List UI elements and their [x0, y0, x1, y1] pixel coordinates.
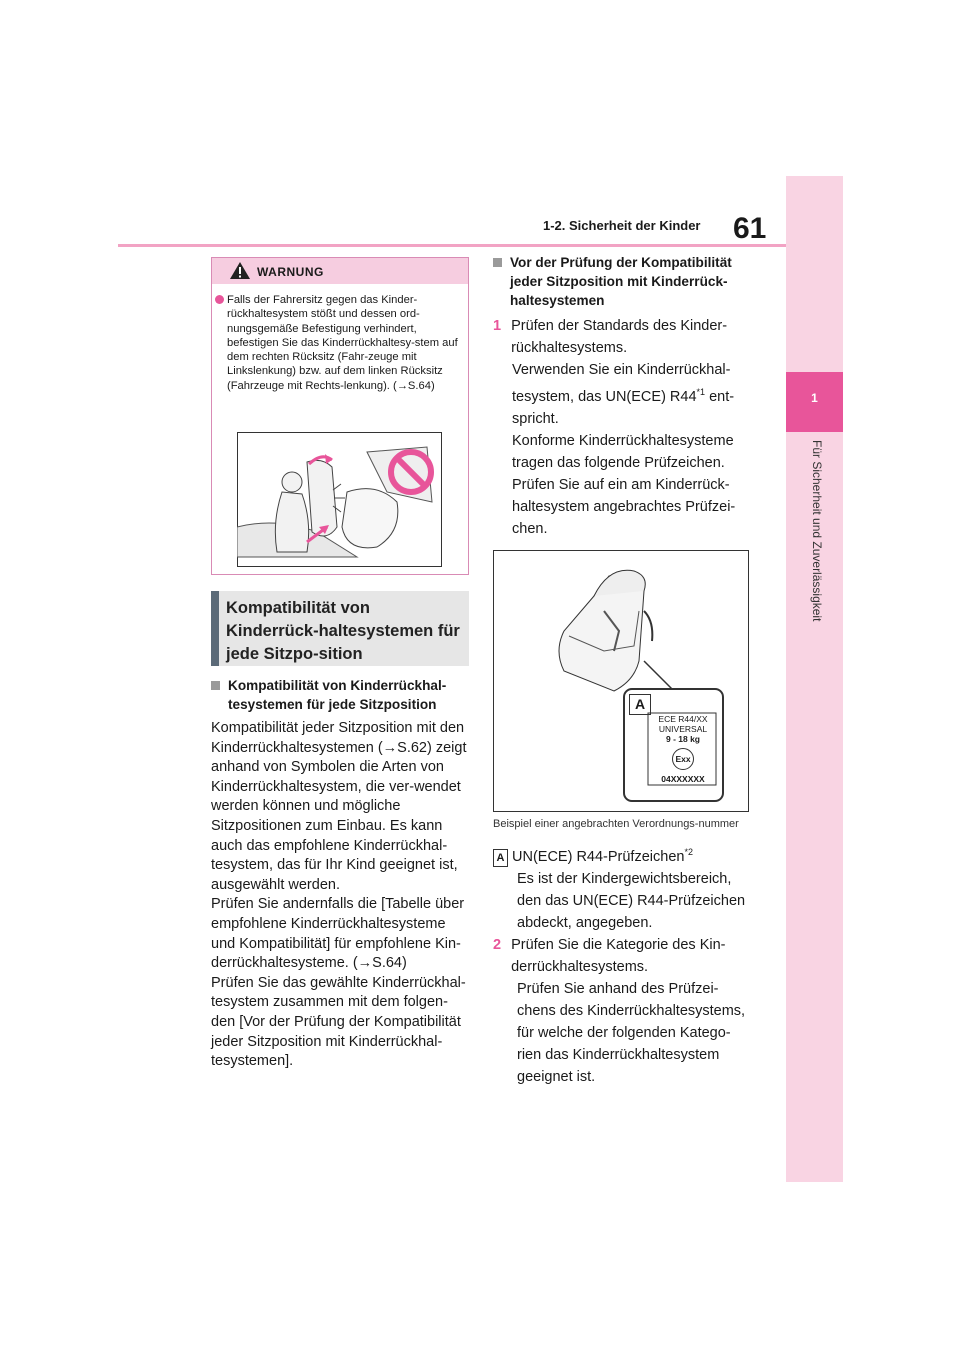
right-column-top [493, 253, 751, 540]
right-column-bottom [493, 818, 751, 1088]
step-2-title: Prüfen Sie die Kategorie des Kin-derrückhaltesystems. [511, 936, 726, 975]
left-subheading: Kompatibilität von Kinderrückhal-tesystemen für jede Sitzposition [228, 678, 447, 712]
section-heading: Kompatibilität von Kinderrück-haltesystemen für jede Sitzpo-sition [226, 599, 460, 663]
step-2-desc: Prüfen Sie anhand des Prüfzei-chens des Kinderrückhaltesystems, für welche der folgenden Katego-rien das Kinderrückhaltesystem geeignet ist. [517, 980, 746, 1085]
right-subheading-row [493, 253, 751, 310]
footnote-ref-2[interactable]: *2 [684, 847, 693, 857]
legend-a [493, 841, 751, 868]
footnote-ref-1[interactable]: *1 [696, 387, 706, 397]
page-number: 61 [733, 212, 767, 245]
label-line-1: ECE R44/XX [658, 714, 708, 724]
left-subheading-row [211, 676, 469, 714]
chapter-number: 1 [811, 391, 818, 405]
step-1-title: Prüfen der Standards des Kinder-rückhaltesystems. [511, 318, 728, 356]
left-column [211, 676, 469, 1072]
figure-caption: Beispiel einer angebrachten Verordnungs-nummer [493, 818, 739, 830]
right-subheading: Vor der Prüfung der Kompatibilität jeder Sitzposition mit Kinderrück-haltesystemen [510, 255, 732, 308]
step-2 [493, 934, 751, 978]
label-number: 04XXXXXX [661, 774, 705, 784]
seat-conflict-illustration [237, 432, 442, 567]
legend-a-desc: Es ist der Kindergewichtsbereich, den das UN(ECE) R44-Prüfzeichen abdeckt, angegeben. [517, 870, 746, 931]
warning-triangle-icon [229, 261, 251, 280]
section-title: 1-2. Sicherheit der Kinder [543, 218, 701, 233]
warning-title: WARNUNG [257, 265, 324, 279]
step-2-number: 2 [493, 936, 502, 953]
legend-a-text: UN(ECE) R44-Prüfzeichen [512, 848, 685, 865]
approval-label-text [649, 714, 717, 784]
step-1-number: 1 [493, 318, 502, 334]
figure-callout-a: A [629, 694, 651, 715]
section-heading-bar [211, 591, 219, 666]
step-1-standard-text: Verwenden Sie ein Kinderrückhal-tesystem, das UN(ECE) R44 [512, 362, 731, 405]
left-paragraph-2: Prüfen Sie andernfalls die [Tabelle über empfohlene Kinderrückhaltesysteme und Kompatibilität] für empfohlene Kin-derrückhaltesysteme. (→S.64) [211, 896, 465, 972]
step-1-body [493, 359, 751, 540]
label-line-3: 9 - 18 kg [665, 734, 701, 744]
step-1-standard-text-end: ent-spricht. [512, 388, 735, 427]
step-1 [493, 315, 751, 359]
header-rule [118, 244, 786, 247]
square-bullet-icon [493, 258, 502, 267]
chapter-label: Für Sicherheit und Zuverlässigkeit [810, 440, 824, 622]
warning-text: Falls der Fahrersitz gegen das Kinder-rückhaltesystem stößt und dessen ord-nungsgemäße Befestigung verhindert, befestigen Sie das Kinderrückhaltesy-stem auf dem rechten Rücksitz (Fahr-zeuge mit Linkslenkung) bzw. auf dem linken Rücksitz (Fahrzeuge mit Rechts-lenkung). (→S.64) [227, 294, 458, 392]
bullet-icon [215, 295, 224, 304]
legend-key-a: A [493, 849, 508, 867]
step-1-mark-text: Konforme Kinderrückhaltesysteme tragen das folgende Prüfzeichen. Prüfen Sie auf ein am Kinderrück-haltesystem angebrachtes Prüfzei-chen. [512, 432, 736, 537]
left-paragraph-1: Kompatibilität jeder Sitzposition mit den Kinderrückhaltesystemen (→S.62) zeigt anhand von Symbolen die Arten von Kinderrückhaltesystem, die ver-wendet werden können und mögliche Sitzpositionen zum Einbau. Es kann auch das empfohlene Kinderrückhal-tesystem, das für Ihr Kind geeignet ist, ausgewählt werden. [211, 720, 467, 893]
e-mark-icon: Exx [672, 748, 694, 770]
label-line-2: UNIVERSAL [658, 724, 708, 734]
square-bullet-icon [211, 681, 220, 690]
left-paragraph-3: Prüfen Sie das gewählte Kinderrückhal-tesystem zusammen mit dem folgen-den [Vor der Prüfung der Kompatibilität jeder Sitzposition mit Kinderrückhal-tesystemen]. [211, 974, 466, 1070]
